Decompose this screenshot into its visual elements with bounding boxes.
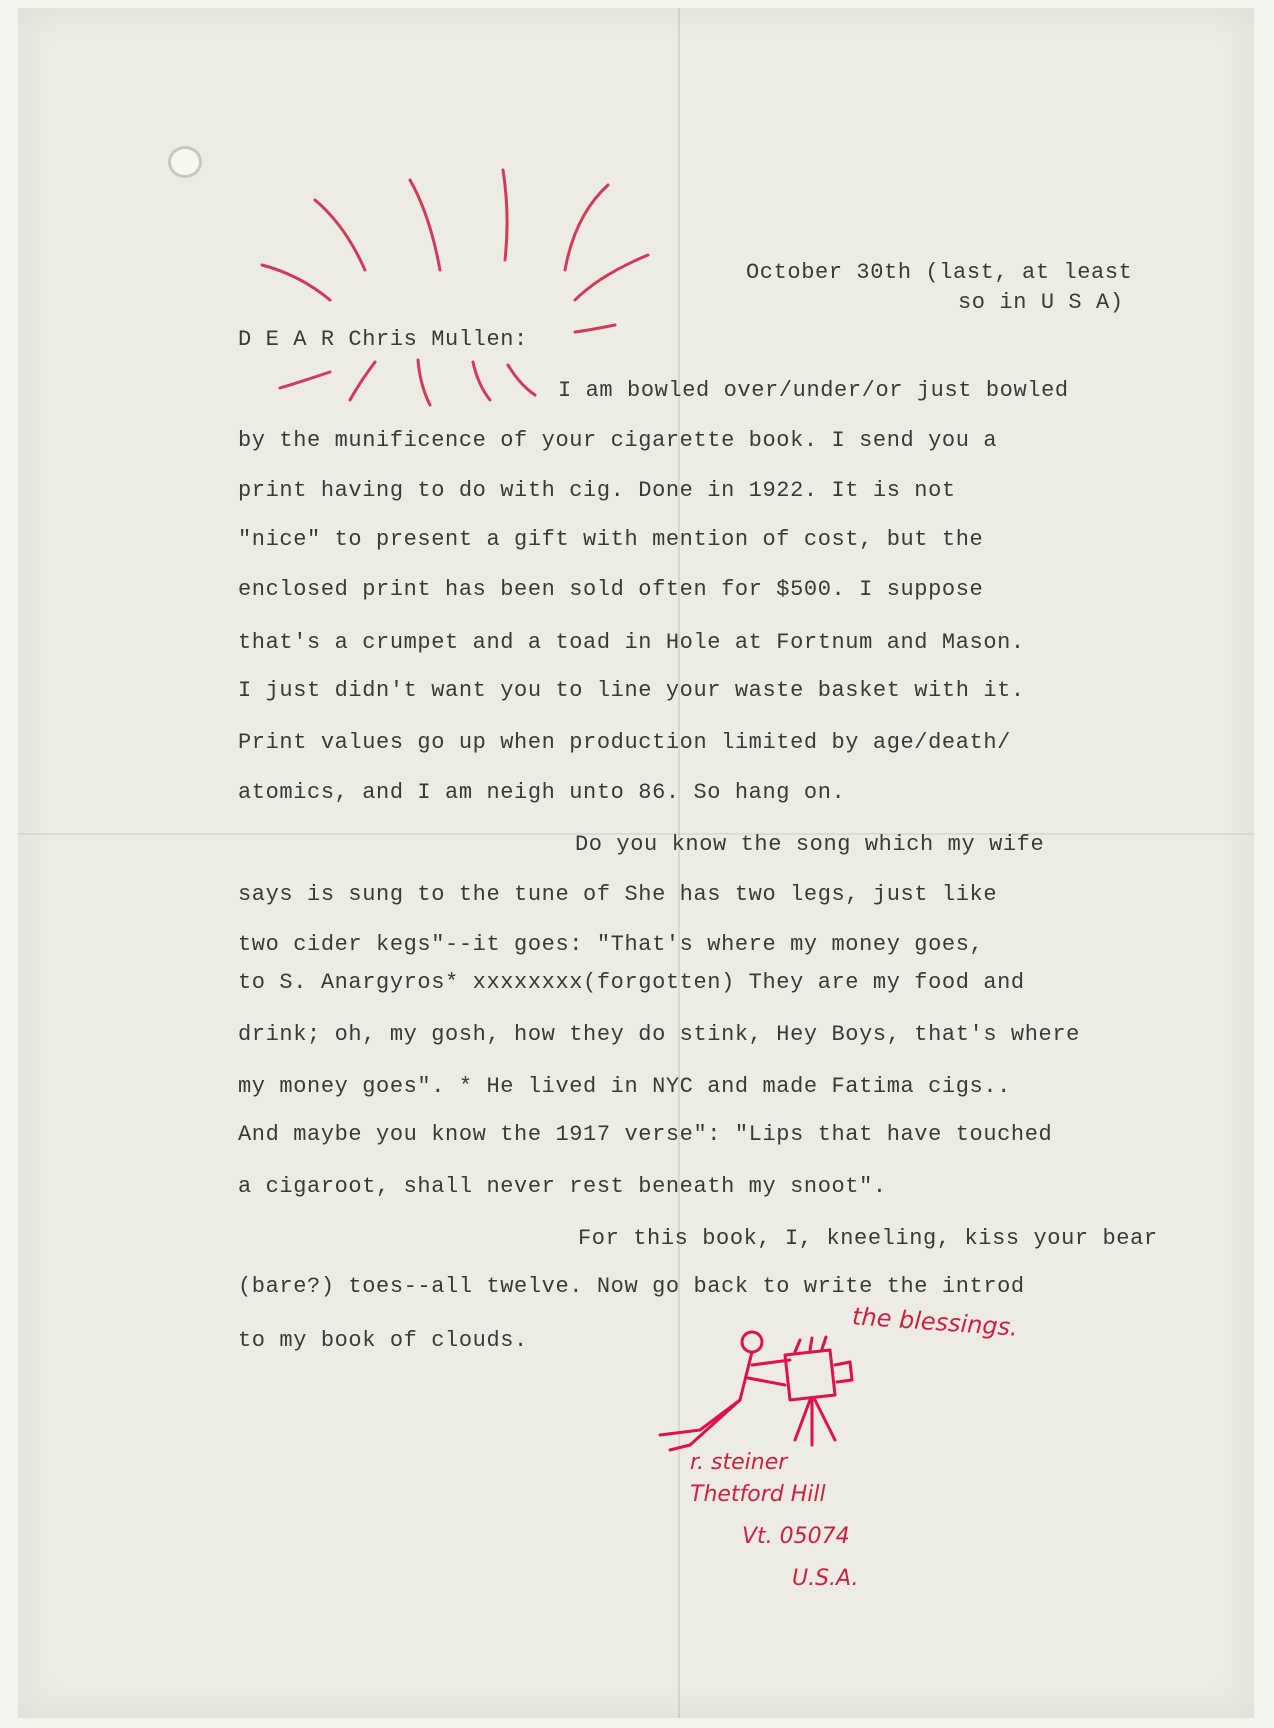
body-line: For this book, I, kneeling, kiss your bear — [578, 1226, 1158, 1251]
body-line: I just didn't want you to line your waste basket with it. — [238, 678, 1025, 703]
ray — [280, 372, 330, 388]
camera-lens — [835, 1362, 852, 1382]
body-line: I am bowled over/under/or just bowled — [558, 378, 1069, 403]
body-line: (bare?) toes--all twelve. Now go back to write the introd — [238, 1274, 1025, 1299]
body-line: that's a crumpet and a toad in Hole at Fortnum and Mason. — [238, 630, 1025, 655]
figure-head — [742, 1332, 762, 1352]
ray — [418, 360, 430, 405]
ray — [315, 200, 365, 270]
camera-top — [795, 1337, 826, 1352]
cameraman-sketch — [660, 1332, 852, 1450]
ray — [508, 365, 535, 395]
date-line-1: October 30th (last, at least — [746, 260, 1133, 285]
body-line: my money goes". * He lived in NYC and made Fatima cigs.. — [238, 1074, 1011, 1099]
sunburst-rays — [262, 170, 648, 405]
ray — [350, 362, 375, 400]
body-line: by the munificence of your cigarette book. I send you a — [238, 428, 998, 453]
handwritten-country: U.S.A. — [792, 1566, 859, 1591]
tripod — [795, 1400, 835, 1445]
body-line: And maybe you know the 1917 verse": "Lips that have touched — [238, 1122, 1053, 1147]
ray — [565, 185, 608, 270]
ray — [473, 362, 490, 400]
date-line-2: so in U S A) — [958, 290, 1124, 315]
figure-body — [660, 1352, 752, 1435]
body-line: Print values go up when production limited by age/death/ — [238, 730, 1011, 755]
ray — [575, 255, 648, 300]
camera-box — [785, 1350, 835, 1400]
body-line: says is sung to the tune of She has two legs, just like — [238, 882, 998, 907]
ray — [503, 170, 507, 260]
body-line: drink; oh, my gosh, how they do stink, Hey Boys, that's where — [238, 1022, 1080, 1047]
ray — [575, 325, 615, 332]
body-line: Do you know the song which my wife — [575, 832, 1045, 857]
body-line: two cider kegs"--it goes: "That's where my money goes, — [238, 932, 984, 957]
body-line: atomics, and I am neigh unto 86. So hang on. — [238, 780, 846, 805]
body-line: to my book of clouds. — [238, 1328, 528, 1353]
handwritten-address-2: Vt. 05074 — [742, 1524, 850, 1549]
ray — [410, 180, 440, 270]
body-line: print having to do with cig. Done in 1922. It is not — [238, 478, 956, 503]
body-line: "nice" to present a gift with mention of cost, but the — [238, 527, 984, 552]
salutation: D E A R Chris Mullen: — [238, 327, 528, 352]
ray — [262, 265, 330, 300]
handwritten-address-1: Thetford Hill — [690, 1482, 826, 1507]
handwritten-name: r. steiner — [690, 1450, 788, 1475]
handwritten-blessings: the blessings. — [851, 1302, 1019, 1342]
body-line: a cigaroot, shall never rest beneath my snoot". — [238, 1174, 887, 1199]
body-line: enclosed print has been sold often for $500. I suppose — [238, 577, 984, 602]
figure-arm — [748, 1378, 785, 1385]
body-line: to S. Anargyros* xxxxxxxx(forgotten) They are my food and — [238, 970, 1025, 995]
